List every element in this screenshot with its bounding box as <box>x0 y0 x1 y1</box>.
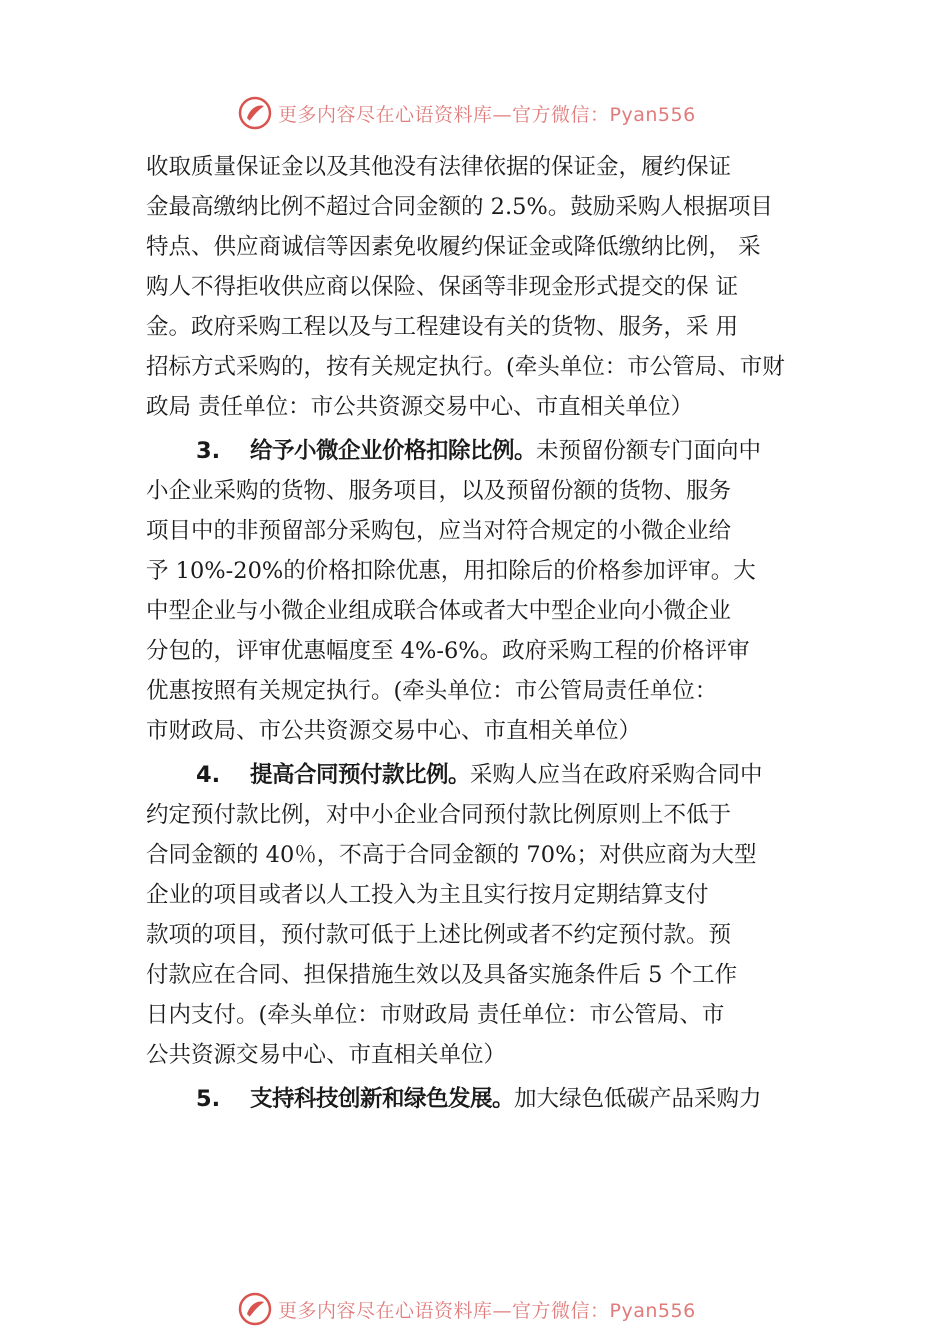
text-line: 市财政局、市公共资源交易中心、市直相关单位） <box>146 718 642 744</box>
text-line: 分包的，评审优惠幅度至 4%-6%。政府采购工程的价格评审 <box>146 638 750 664</box>
watermark-header <box>238 96 696 130</box>
section-heading: 给予小微企业价格扣除比例。 <box>250 438 537 464</box>
brand-logo-icon <box>238 1292 272 1326</box>
text-line: 企业的项目或者以人工投入为主且实行按月定期结算支付 <box>146 882 709 908</box>
text-line: 项目中的非预留部分采购包，应当对符合规定的小微企业给 <box>146 518 732 544</box>
section-heading: 提高合同预付款比例。 <box>250 762 471 788</box>
text-line: 金最高缴纳比例不超过合同金额的 2.5%。鼓励采购人根据项目 <box>146 194 773 220</box>
section-number: 4. <box>196 762 221 788</box>
text-line: 公共资源交易中心、市直相关单位） <box>146 1042 507 1068</box>
text-line: 日内支付。(牵头单位：市财政局 责任单位：市公管局、市 <box>146 1002 725 1028</box>
text-line: 付款应在合同、担保措施生效以及具备实施条件后 5 个工作 <box>146 962 738 988</box>
text-line: 中型企业与小微企业组成联合体或者大中型企业向小微企业 <box>146 598 732 624</box>
text-line: 收取质量保证金以及其他没有法律依据的保证金，履约保证 <box>146 154 732 180</box>
paragraph-intro <box>146 147 846 427</box>
section-lead-text: 未预留份额专门面向中 <box>536 438 762 464</box>
watermark-text: 更多内容尽在心语资料库—官方微信：Pyan556 <box>278 1299 696 1322</box>
document-body <box>146 147 846 1123</box>
watermark-text: 更多内容尽在心语资料库—官方微信：Pyan556 <box>278 103 696 126</box>
text-line: 特点、供应商诚信等因素免收履约保证金或降低缴纳比例， 采 <box>146 234 761 260</box>
watermark-footer <box>238 1292 696 1326</box>
brand-logo-icon <box>238 96 272 130</box>
text-line: 优惠按照有关规定执行。(牵头单位：市公管局责任单位： <box>146 678 718 704</box>
section-4 <box>146 755 846 1075</box>
section-3 <box>146 431 846 751</box>
text-line: 合同金额的 40％，不高于合同金额的 70%；对供应商为大型 <box>146 842 757 868</box>
section-number: 5. <box>196 1086 221 1112</box>
section-first-line <box>146 431 846 471</box>
text-line: 金。政府采购工程以及与工程建设有关的货物、服务，采 用 <box>146 314 739 340</box>
text-line: 招标方式采购的，按有关规定执行。(牵头单位：市公管局、市财 <box>146 354 785 380</box>
text-line: 购人不得拒收供应商以保险、保函等非现金形式提交的保 证 <box>146 274 739 300</box>
section-5 <box>146 1079 846 1119</box>
text-line: 款项的项目，预付款可低于上述比例或者不约定预付款。预 <box>146 922 732 948</box>
section-number: 3. <box>196 438 221 464</box>
section-lead-text: 采购人应当在政府采购合同中 <box>470 762 763 788</box>
section-heading: 支持科技创新和绿色发展。 <box>250 1086 515 1112</box>
section-first-line <box>146 755 846 795</box>
text-line: 小企业采购的货物、服务项目，以及预留份额的货物、服务 <box>146 478 732 504</box>
section-lead-text: 加大绿色低碳产品采购力 <box>514 1086 762 1112</box>
text-line: 政局 责任单位：市公共资源交易中心、市直相关单位） <box>146 394 694 420</box>
text-line: 约定预付款比例，对中小企业合同预付款比例原则上不低于 <box>146 802 732 828</box>
text-line: 予 10%-20%的价格扣除优惠，用扣除后的价格参加评审。大 <box>146 558 756 584</box>
section-first-line <box>146 1079 846 1119</box>
